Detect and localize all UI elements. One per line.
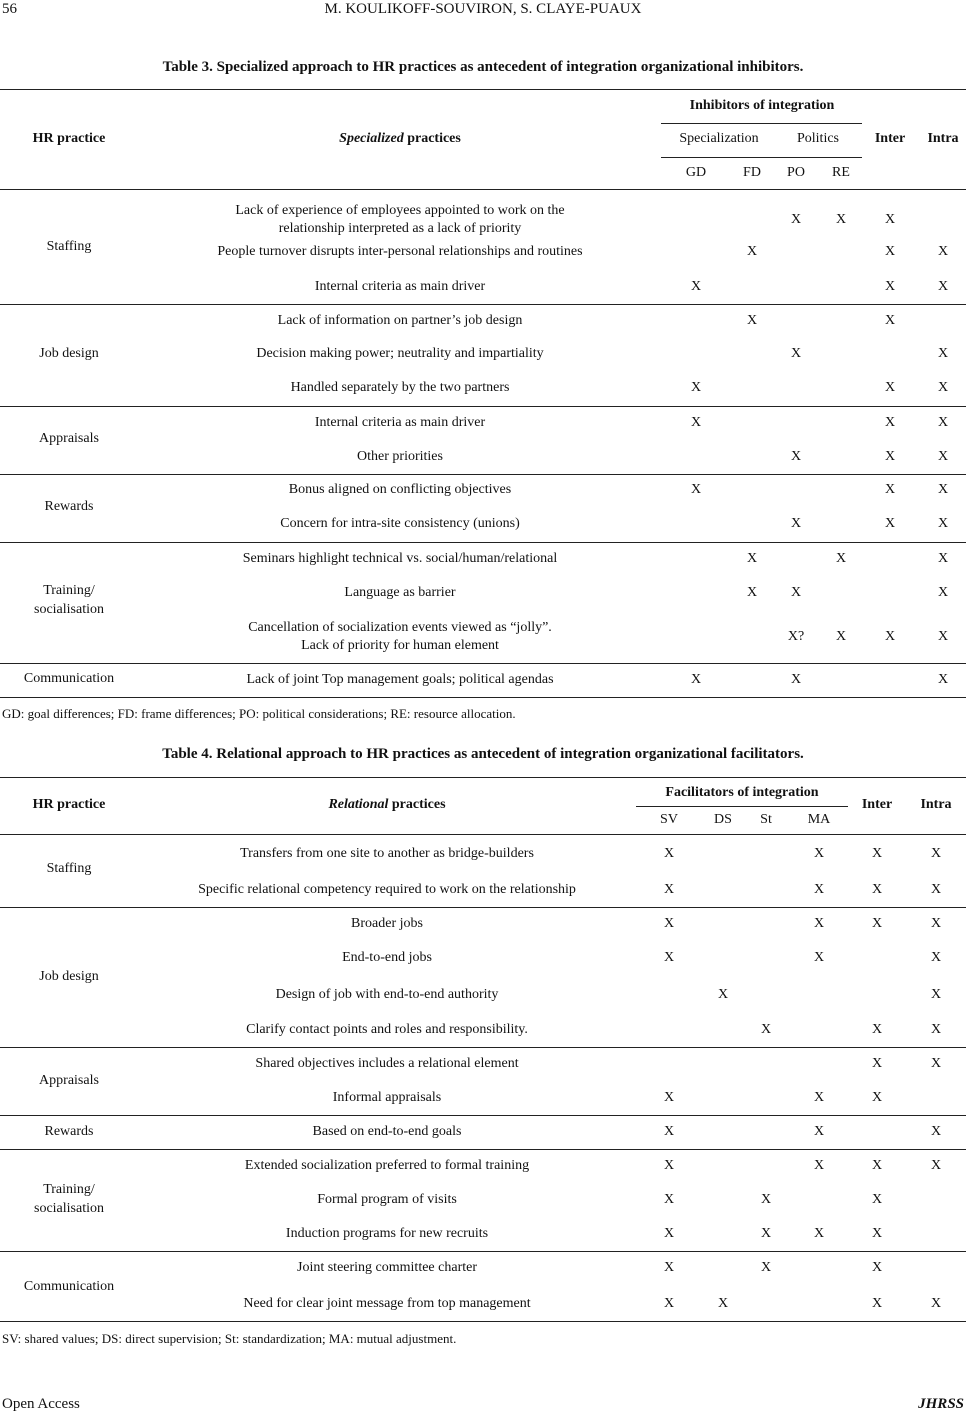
- group-separator: [0, 406, 966, 407]
- mark-cell: X: [690, 482, 702, 497]
- col-header-practices: [328, 797, 445, 813]
- mark-cell: X: [746, 313, 758, 328]
- mark-cell: X: [760, 1022, 772, 1037]
- col-header-hr-practice: HR practice: [32, 131, 106, 146]
- group-label-training: Training/: [43, 1182, 95, 1197]
- mark-cell: X: [746, 244, 758, 259]
- col-header-inter: Inter: [874, 131, 906, 146]
- practice-text: Design of job with end-to-end authority: [275, 987, 499, 1002]
- group-separator: [0, 1047, 966, 1048]
- practice-text: Language as barrier: [344, 585, 456, 600]
- mark-cell: X: [871, 1022, 883, 1037]
- mark-cell: X: [884, 279, 896, 294]
- mark-cell: X: [717, 987, 729, 1002]
- group-label-appraisals: Appraisals: [39, 431, 99, 446]
- col-header-intra: Intra: [927, 131, 959, 146]
- group-separator: [0, 663, 966, 664]
- mark-cell: X: [790, 585, 802, 600]
- mark-cell: X: [937, 380, 949, 395]
- mark-cell: X: [690, 672, 702, 687]
- group-label-training: Training/: [43, 583, 95, 598]
- mark-cell: X: [813, 882, 825, 897]
- practice-text: Extended socialization preferred to formal training: [244, 1158, 530, 1173]
- mark-cell: X: [690, 380, 702, 395]
- practice-text: Induction programs for new recruits: [285, 1226, 489, 1241]
- practice-text: Bonus aligned on conflicting objectives: [288, 482, 512, 497]
- group-label-job-design: Job design: [39, 969, 99, 984]
- practice-text: Need for clear joint message from top management: [243, 1296, 531, 1311]
- mark-cell: X: [813, 1158, 825, 1173]
- mark-cell: X: [690, 415, 702, 430]
- header-emphasis: S: [339, 131, 347, 146]
- rule: [661, 157, 862, 158]
- practice-text: Transfers from one site to another as bridge-builders: [240, 846, 534, 861]
- header-emphasis: Relational: [328, 797, 389, 812]
- mark-cell: X: [930, 882, 942, 897]
- running-head: M. KOULIKOFF-SOUVIRON, S. CLAYE-PUAUX: [324, 1, 642, 17]
- rule: [0, 777, 966, 778]
- practice-text: Formal program of visits: [317, 1192, 457, 1207]
- header-text: practices: [403, 131, 461, 146]
- mark-cell: X: [871, 1056, 883, 1071]
- mark-cell: X: [717, 1296, 729, 1311]
- group-label-socialisation: socialisation: [34, 1201, 104, 1216]
- mark-cell: X: [937, 482, 949, 497]
- mark-cell: X: [937, 244, 949, 259]
- mark-cell: X: [930, 1158, 942, 1173]
- practice-text: Informal appraisals: [332, 1090, 442, 1105]
- mark-cell: X: [871, 882, 883, 897]
- mark-cell: X: [930, 1296, 942, 1311]
- group-separator: [0, 1251, 966, 1252]
- rule: [661, 123, 862, 124]
- mark-cell: X: [930, 950, 942, 965]
- practice-text: Broader jobs: [351, 916, 423, 931]
- group-label-appraisals: Appraisals: [39, 1073, 99, 1088]
- col-header-sv: SV: [660, 812, 678, 827]
- mark-cell: X: [871, 1090, 883, 1105]
- group-separator: [0, 1115, 966, 1116]
- mark-cell: X: [930, 1022, 942, 1037]
- mark-cell: X: [937, 629, 949, 644]
- group-label-communication: Communication: [23, 671, 115, 686]
- mark-cell: X: [663, 846, 675, 861]
- practice-text: Lack of information on partner’s job design: [277, 313, 523, 328]
- mark-cell: X: [663, 882, 675, 897]
- mark-cell: X: [746, 585, 758, 600]
- rule: [0, 89, 966, 90]
- header-emphasis: pecialized: [346, 131, 404, 146]
- mark-cell: X: [871, 1296, 883, 1311]
- mark-cell: X: [937, 415, 949, 430]
- group-separator: [0, 542, 966, 543]
- col-header-gd: GD: [685, 165, 707, 180]
- group-label-staffing: Staffing: [46, 239, 92, 254]
- col-header-intra: Intra: [920, 797, 952, 812]
- mark-cell: X: [663, 916, 675, 931]
- mark-cell: X: [937, 551, 949, 566]
- practice-text: Lack of experience of employees appointed to work on the: [235, 203, 565, 218]
- mark-cell: X: [937, 585, 949, 600]
- mark-cell: X: [930, 987, 942, 1002]
- mark-cell: X: [663, 1192, 675, 1207]
- mark-cell: X: [937, 346, 949, 361]
- group-label-job-design: Job design: [39, 346, 99, 361]
- group-separator: [0, 1149, 966, 1150]
- table4-note: SV: shared values; DS: direct supervision; St: standardization; MA: mutual adjustment.: [2, 1331, 457, 1346]
- mark-cell: X: [813, 1090, 825, 1105]
- mark-cell: X: [937, 449, 949, 464]
- mark-cell: X: [835, 629, 847, 644]
- mark-cell: X: [663, 1226, 675, 1241]
- mark-cell: X: [884, 449, 896, 464]
- rule: [0, 834, 966, 835]
- practice-text: Seminars highlight technical vs. social/human/relational: [242, 551, 558, 566]
- mark-cell: X: [930, 1056, 942, 1071]
- mark-cell: X: [930, 916, 942, 931]
- practice-text: relationship interpreted as a lack of priority: [278, 221, 522, 236]
- group-separator: [0, 474, 966, 475]
- mark-cell: X: [663, 950, 675, 965]
- mark-cell: X: [813, 1226, 825, 1241]
- footer-open-access: Open Access: [2, 1396, 80, 1412]
- mark-cell: X: [835, 212, 847, 227]
- mark-cell: X: [884, 212, 896, 227]
- practice-text: Handled separately by the two partners: [290, 380, 510, 395]
- group-label-communication: Communication: [23, 1279, 115, 1294]
- group-header-facilitators: Facilitators of integration: [665, 785, 819, 800]
- mark-cell: X: [760, 1192, 772, 1207]
- mark-cell: X: [937, 672, 949, 687]
- mark-cell: X: [871, 1260, 883, 1275]
- practice-text: Internal criteria as main driver: [314, 415, 486, 430]
- mark-cell: X: [690, 279, 702, 294]
- mark-cell: X: [760, 1260, 772, 1275]
- table3-caption: Table 3. Specialized approach to HR practices as antecedent of integration organizational inhibitors.: [162, 59, 804, 75]
- mark-cell: X: [663, 1260, 675, 1275]
- col-header-ma: MA: [807, 812, 831, 827]
- mark-cell: X: [884, 482, 896, 497]
- mark-cell: X: [790, 346, 802, 361]
- subheader-politics: Politics: [796, 131, 840, 146]
- group-separator: [0, 304, 966, 305]
- practice-text: Other priorities: [357, 449, 443, 464]
- group-label-rewards: Rewards: [44, 499, 94, 514]
- group-separator: [0, 907, 966, 908]
- mark-cell: X: [790, 449, 802, 464]
- mark-cell: X: [871, 1226, 883, 1241]
- practice-text: Shared objectives includes a relational element: [255, 1056, 519, 1071]
- col-header-st: St: [760, 812, 772, 827]
- mark-cell: X: [930, 1124, 942, 1139]
- group-header-inhibitors: Inhibitors of integration: [689, 98, 835, 113]
- practice-text: People turnover disrupts inter-personal relationships and routines: [217, 244, 583, 259]
- mark-cell: X: [790, 672, 802, 687]
- header-text: practices: [388, 797, 446, 812]
- practice-text: Lack of priority for human element: [301, 638, 499, 653]
- mark-cell: X: [884, 516, 896, 531]
- practice-text: Based on end-to-end goals: [312, 1124, 462, 1139]
- mark-cell: X: [835, 551, 847, 566]
- col-header-practices: [339, 131, 461, 147]
- practice-text: Decision making power; neutrality and impartiality: [256, 346, 544, 361]
- practice-text: Lack of joint Top management goals; political agendas: [246, 672, 554, 687]
- table3-note: GD: goal differences; FD: frame differences; PO: political considerations; RE: resource allocation.: [2, 706, 516, 721]
- rule: [0, 189, 966, 190]
- mark-cell: X: [663, 1090, 675, 1105]
- practice-text: Internal criteria as main driver: [314, 279, 486, 294]
- col-header-hr-practice: HR practice: [32, 797, 106, 812]
- col-header-po: PO: [787, 165, 805, 180]
- mark-cell: X: [884, 244, 896, 259]
- mark-cell: X: [884, 629, 896, 644]
- table-bottom-rule: [0, 1321, 966, 1322]
- mark-cell: X: [937, 279, 949, 294]
- table-bottom-rule: [0, 697, 966, 698]
- footer-journal: JHRSS: [918, 1396, 964, 1412]
- col-header-inter: Inter: [861, 797, 893, 812]
- group-label-socialisation: socialisation: [34, 602, 104, 617]
- mark-cell: X: [930, 846, 942, 861]
- practice-text: Cancellation of socialization events viewed as “jolly”.: [248, 620, 552, 635]
- mark-cell: X: [871, 846, 883, 861]
- practice-text: End-to-end jobs: [342, 950, 432, 965]
- mark-cell: X: [746, 551, 758, 566]
- page-header: [0, 1, 966, 23]
- page-number: 56: [2, 1, 17, 17]
- mark-cell: X: [813, 950, 825, 965]
- mark-cell: X: [663, 1124, 675, 1139]
- practice-text: Specific relational competency required to work on the relationship: [198, 882, 576, 897]
- mark-cell: X: [790, 516, 802, 531]
- col-header-ds: DS: [714, 812, 732, 827]
- practice-text: Clarify contact points and roles and responsibility.: [246, 1022, 528, 1037]
- mark-cell: X: [663, 1158, 675, 1173]
- group-label-staffing: Staffing: [46, 861, 92, 876]
- col-header-re: RE: [832, 165, 850, 180]
- mark-cell: X: [937, 516, 949, 531]
- table4-caption: Table 4. Relational approach to HR practices as antecedent of integration organizational facilitators.: [162, 746, 804, 762]
- practice-text: Concern for intra-site consistency (unions): [280, 516, 520, 531]
- col-header-fd: FD: [743, 165, 761, 180]
- mark-cell: X: [813, 916, 825, 931]
- mark-cell: X: [790, 212, 802, 227]
- mark-cell: X: [813, 846, 825, 861]
- mark-cell: X?: [787, 629, 805, 644]
- mark-cell: X: [871, 1192, 883, 1207]
- mark-cell: X: [813, 1124, 825, 1139]
- mark-cell: X: [663, 1296, 675, 1311]
- practice-text: Joint steering committee charter: [297, 1260, 477, 1275]
- rule: [636, 806, 848, 807]
- mark-cell: X: [884, 380, 896, 395]
- mark-cell: X: [760, 1226, 772, 1241]
- mark-cell: X: [871, 1158, 883, 1173]
- subheader-specialization: Specialization: [679, 131, 759, 146]
- group-label-rewards: Rewards: [44, 1124, 94, 1139]
- mark-cell: X: [884, 415, 896, 430]
- mark-cell: X: [871, 916, 883, 931]
- mark-cell: X: [884, 313, 896, 328]
